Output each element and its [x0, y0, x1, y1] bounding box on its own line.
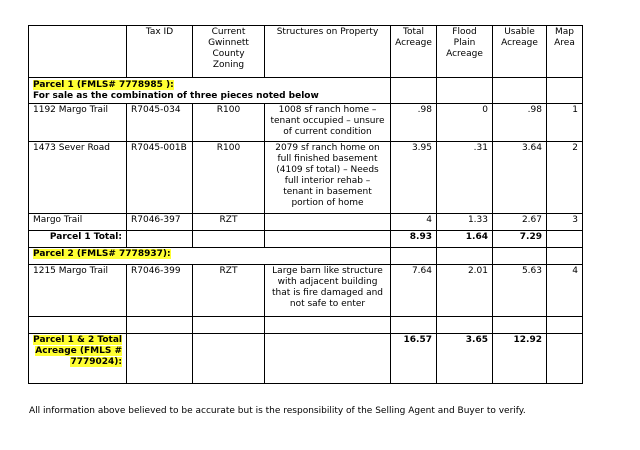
empty-cell	[265, 317, 391, 334]
zoning: R100	[193, 142, 265, 214]
property-address: 1215 Margo Trail	[29, 265, 127, 317]
empty-cell	[391, 317, 437, 334]
empty-cell	[127, 334, 193, 384]
empty-cell	[193, 317, 265, 334]
usable-acreage: 3.64	[493, 142, 547, 214]
parcel1-heading-row	[29, 78, 583, 104]
flood-plain-acreage: .31	[437, 142, 493, 214]
header-structures: Structures on Property	[265, 26, 391, 78]
header-usable-acreage: Usable Acreage	[493, 26, 547, 78]
empty-cell	[547, 317, 583, 334]
header-flood-plain-acreage: Flood Plain Acreage	[437, 26, 493, 78]
empty-cell	[493, 317, 547, 334]
empty-cell	[265, 231, 391, 248]
total-acreage: 3.95	[391, 142, 437, 214]
empty-cell	[127, 317, 193, 334]
header-tax-id: Tax ID	[127, 26, 193, 78]
empty-cell	[391, 78, 437, 104]
header-zoning: Current Gwinnett County Zoning	[193, 26, 265, 78]
spacer-row	[29, 317, 583, 334]
parcel1-usable-acreage: 7.29	[493, 231, 547, 248]
parcel2-heading-row	[29, 248, 583, 265]
grand-total-usable-acreage: 12.92	[493, 334, 547, 384]
empty-cell	[29, 317, 127, 334]
property-address: 1473 Sever Road	[29, 142, 127, 214]
empty-cell	[547, 248, 583, 265]
grand-total-acreage: 16.57	[391, 334, 437, 384]
tax-id: R7045-034	[127, 104, 193, 142]
acreage-table	[28, 25, 583, 384]
tax-id: R7045-001B	[127, 142, 193, 214]
empty-cell	[493, 78, 547, 104]
tax-id: R7046-397	[127, 214, 193, 231]
usable-acreage: 5.63	[493, 265, 547, 317]
empty-cell	[547, 231, 583, 248]
empty-cell	[391, 248, 437, 265]
structures: Large barn like structure with adjacent building that is fire damaged and not safe to enter	[265, 265, 391, 317]
total-acreage: 4	[391, 214, 437, 231]
map-area: 4	[547, 265, 583, 317]
structures: 2079 sf ranch home on full finished basement (4109 sf total) – Needs full interior rehab – tenant in basement portion of home	[265, 142, 391, 214]
empty-cell	[493, 248, 547, 265]
empty-cell	[193, 334, 265, 384]
empty-cell	[127, 231, 193, 248]
parcel1-heading-cell	[29, 78, 391, 104]
structures	[265, 214, 391, 231]
usable-acreage: 2.67	[493, 214, 547, 231]
property-address: 1192 Margo Trail	[29, 104, 127, 142]
flood-plain-acreage: 2.01	[437, 265, 493, 317]
parcel1-total-label: Parcel 1 Total:	[29, 231, 127, 248]
parcel2-heading: Parcel 2 (FMLS# 7778937):	[33, 249, 171, 259]
empty-cell	[193, 231, 265, 248]
total-acreage: .98	[391, 104, 437, 142]
parcel1-flood-plain-acreage: 1.64	[437, 231, 493, 248]
usable-acreage: .98	[493, 104, 547, 142]
header-map-area: Map Area	[547, 26, 583, 78]
map-area: 3	[547, 214, 583, 231]
header-total-acreage: Total Acreage	[391, 26, 437, 78]
table-row	[29, 265, 583, 317]
zoning: R100	[193, 104, 265, 142]
flood-plain-acreage: 1.33	[437, 214, 493, 231]
parcel2-heading-cell	[29, 248, 391, 265]
header-property	[29, 26, 127, 78]
empty-cell	[547, 334, 583, 384]
zoning: RZT	[193, 265, 265, 317]
table-row	[29, 142, 583, 214]
total-acreage: 7.64	[391, 265, 437, 317]
empty-cell	[437, 248, 493, 265]
parcel1-total-row	[29, 231, 583, 248]
parcel1-subheading: For sale as the combination of three pieces noted below	[33, 90, 319, 101]
structures: 1008 sf ranch home – tenant occupied – unsure of current condition	[265, 104, 391, 142]
parcel1-total-acreage: 8.93	[391, 231, 437, 248]
parcel1-heading: Parcel 1 (FMLS# 7778985 ):	[33, 79, 174, 90]
grand-total-flood-plain-acreage: 3.65	[437, 334, 493, 384]
header-row	[29, 26, 583, 78]
zoning: RZT	[193, 214, 265, 231]
table-row	[29, 214, 583, 231]
property-address: Margo Trail	[29, 214, 127, 231]
grand-total-label: Parcel 1 & 2 Total Acreage (FMLS # 7779024):	[33, 335, 122, 367]
map-area: 2	[547, 142, 583, 214]
grand-total-row	[29, 334, 583, 384]
flood-plain-acreage: 0	[437, 104, 493, 142]
table-row	[29, 104, 583, 142]
empty-cell	[265, 334, 391, 384]
empty-cell	[437, 317, 493, 334]
disclaimer-text: All information above believed to be accurate but is the responsibility of the Selling Agent and Buyer to verify.	[29, 406, 526, 416]
grand-total-label-cell	[29, 334, 127, 384]
map-area: 1	[547, 104, 583, 142]
empty-cell	[547, 78, 583, 104]
tax-id: R7046-399	[127, 265, 193, 317]
empty-cell	[437, 78, 493, 104]
